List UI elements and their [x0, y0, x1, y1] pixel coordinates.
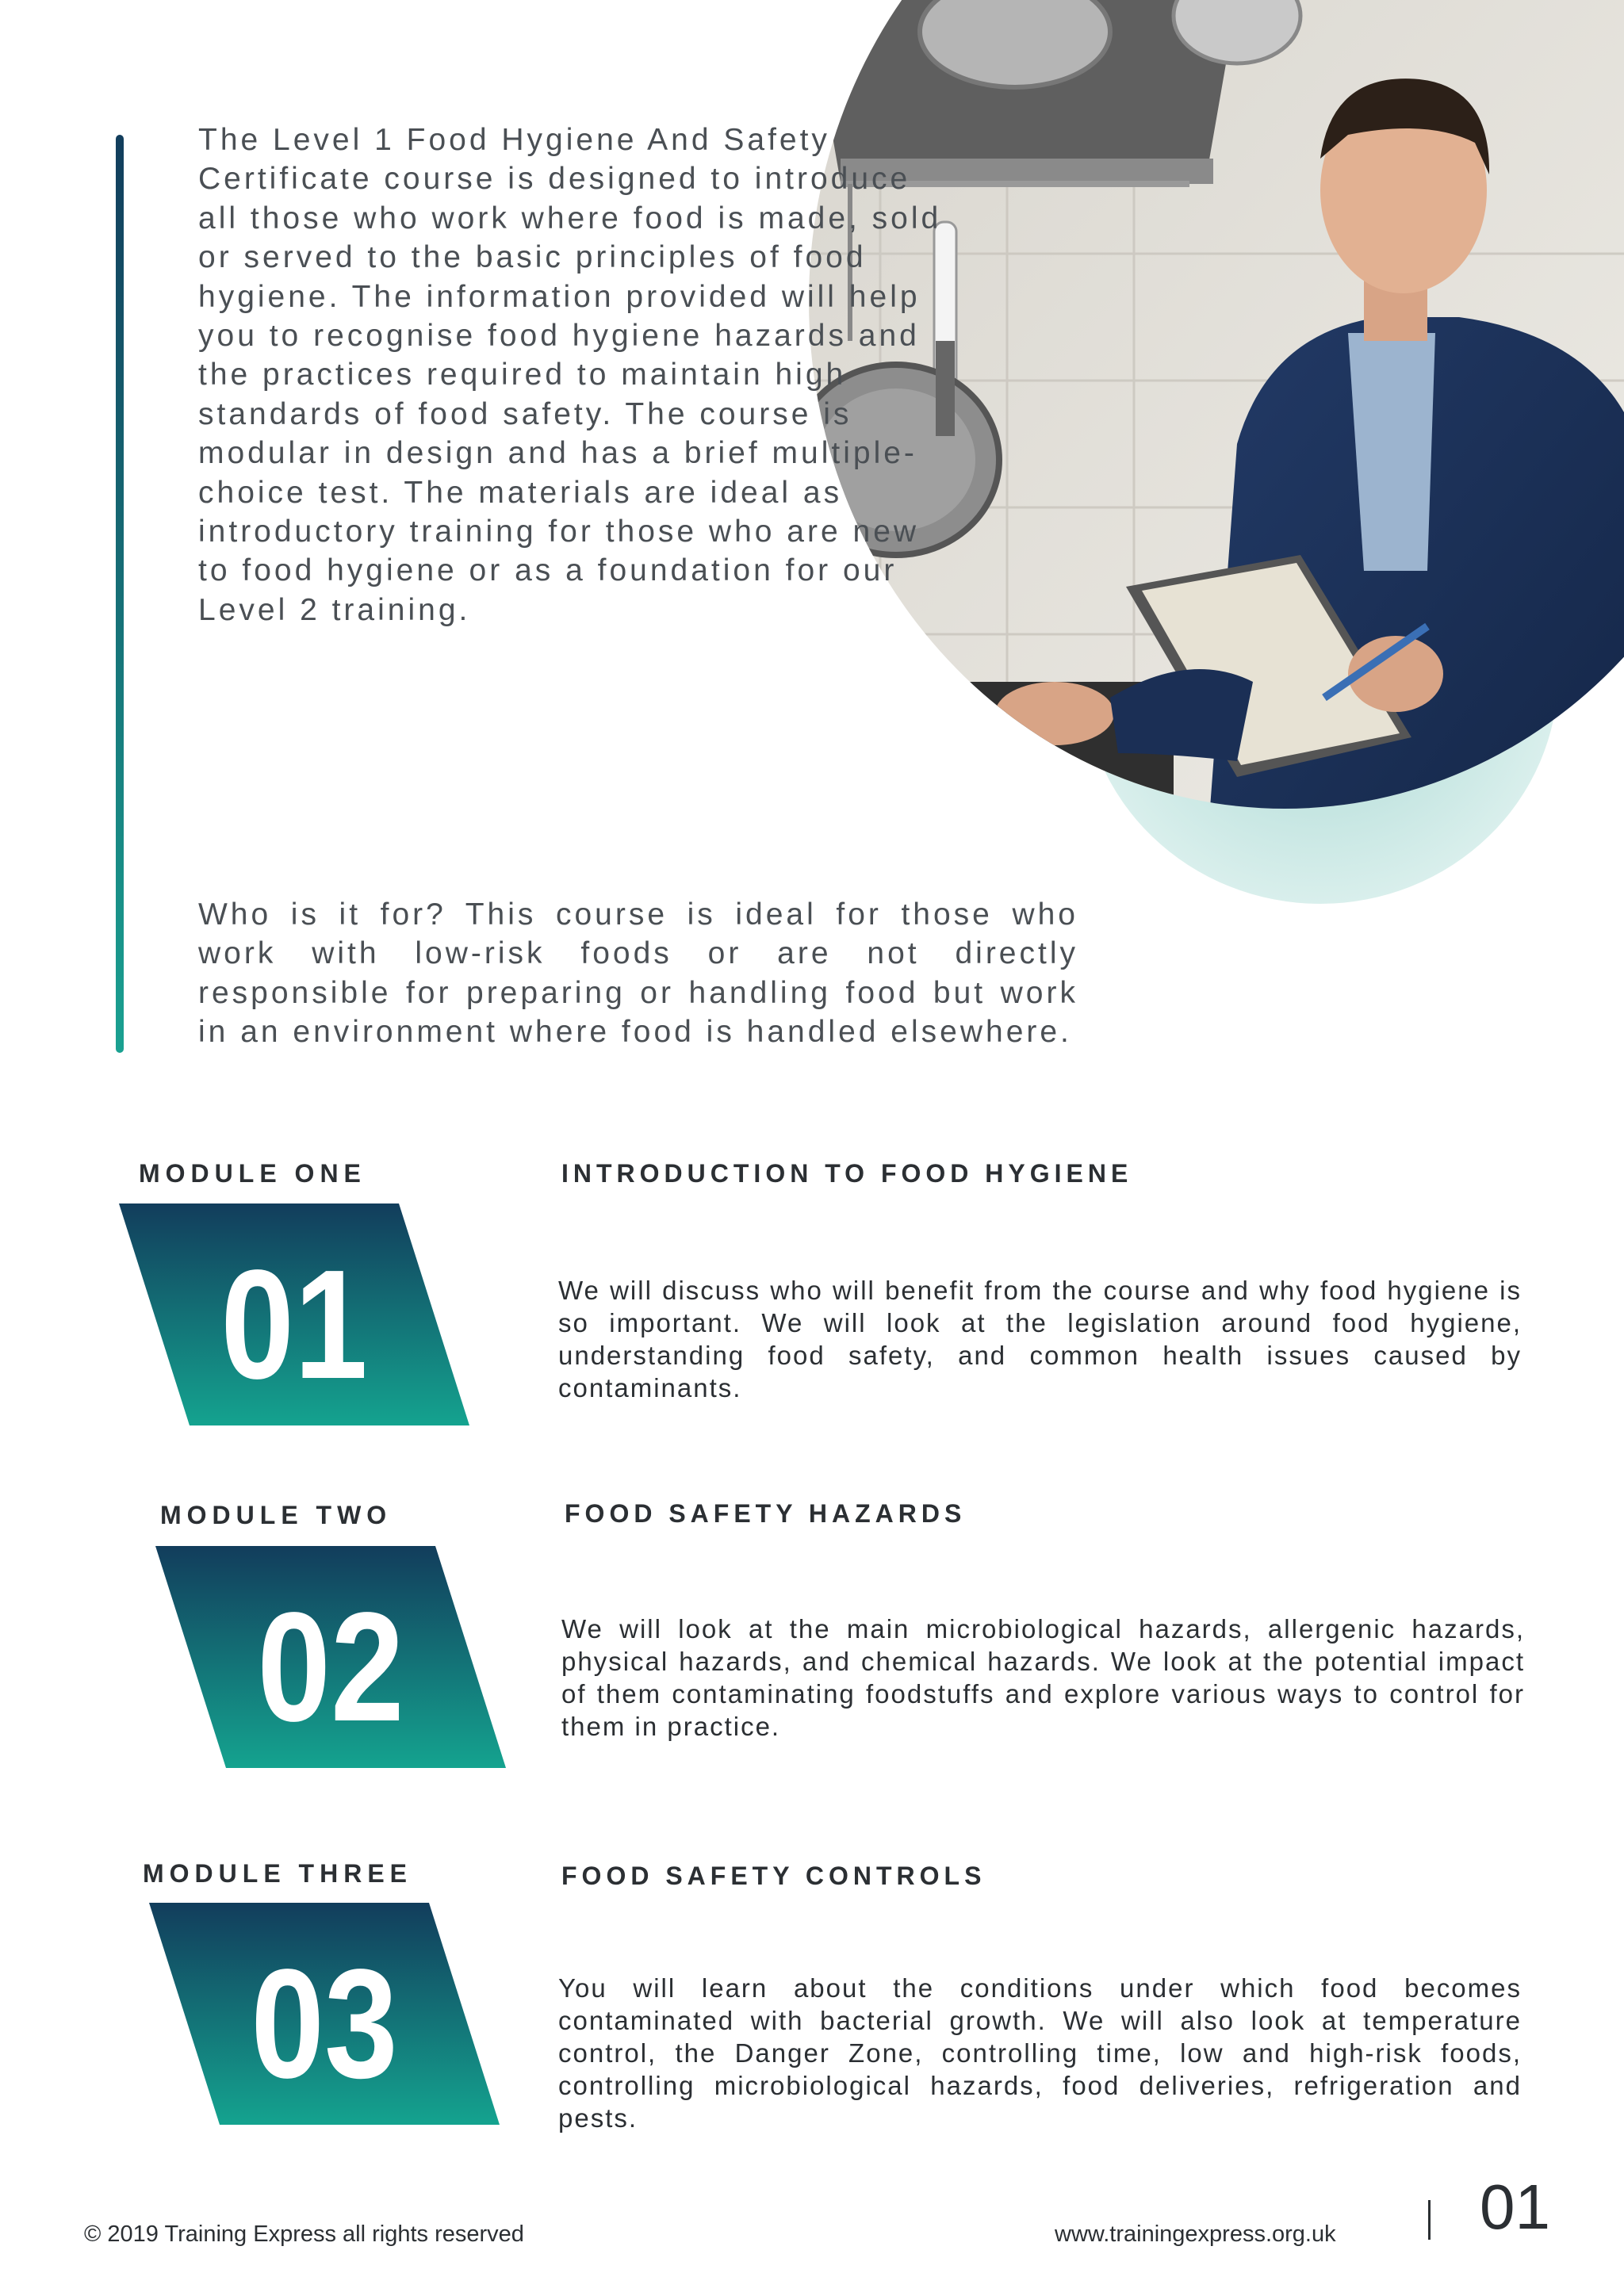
intro-accent-bar [116, 135, 124, 1053]
module-two-description: We will look at the main microbiological hazards, allergenic hazards, physical hazards, and chemical hazards. We look at the potential impact of them contaminating foodstuffs and explore various ways to control for them in practice. [561, 1614, 1525, 1741]
module-two-label: MODULE TWO [160, 1501, 393, 1529]
page-number: 01 [1480, 2172, 1550, 2242]
intro-section [198, 121, 959, 629]
module-two-number-badge [155, 1546, 512, 1772]
module-three-description: You will learn about the conditions under which food becomes contaminated with bacterial growth. We will also look at temperature control, the Danger Zone, controlling time, low and high-risk foods, controlling microbiological hazards, food deliveries, refrigeration and pests. [558, 1973, 1522, 2133]
module-three-number-badge [149, 1903, 506, 2129]
module-two-title: FOOD SAFETY HAZARDS [565, 1499, 967, 1528]
module-three-title: FOOD SAFETY CONTROLS [561, 1862, 986, 1890]
footer-copyright: © 2019 Training Express all rights reserved [84, 2221, 524, 2247]
module-two-number: 02 [257, 1579, 404, 1755]
module-three-label: MODULE THREE [143, 1859, 412, 1888]
module-one-description: We will discuss who will benefit from the course and why food hygiene is so important. We will look at the legislation around food hygiene, understanding food safety, and common health issues caused by contaminants. [558, 1276, 1522, 1402]
footer-website-link[interactable]: www.trainingexpress.org.uk [1055, 2221, 1336, 2247]
module-one-number-badge [119, 1203, 476, 1429]
module-three-number: 03 [251, 1936, 398, 2111]
module-one-label: MODULE ONE [139, 1159, 366, 1188]
intro-paragraph: The Level 1 Food Hygiene And Safety Certificate course is designed to introduce all those who work where food is made, sold or served to the basic principles of food hygiene. The information provided will help you to recognise food hygiene hazards and the practices required to maintain high standards of food safety. The course is modular in design and has a brief multiple-choice test. The materials are ideal as introductory training for those who are new to food hygiene or as a foundation for our Level 2 training. [198, 123, 942, 627]
module-one-title: INTRODUCTION TO FOOD HYGIENE [561, 1159, 1133, 1188]
module-one-number: 01 [220, 1237, 368, 1412]
page-number-separator [1428, 2200, 1431, 2240]
who-is-it-for-paragraph: Who is it for? This course is ideal for those who work with low-risk foods or are not directly responsible for preparing or handling food but work in an environment where food is handled elsewhere. [198, 897, 1078, 1050]
